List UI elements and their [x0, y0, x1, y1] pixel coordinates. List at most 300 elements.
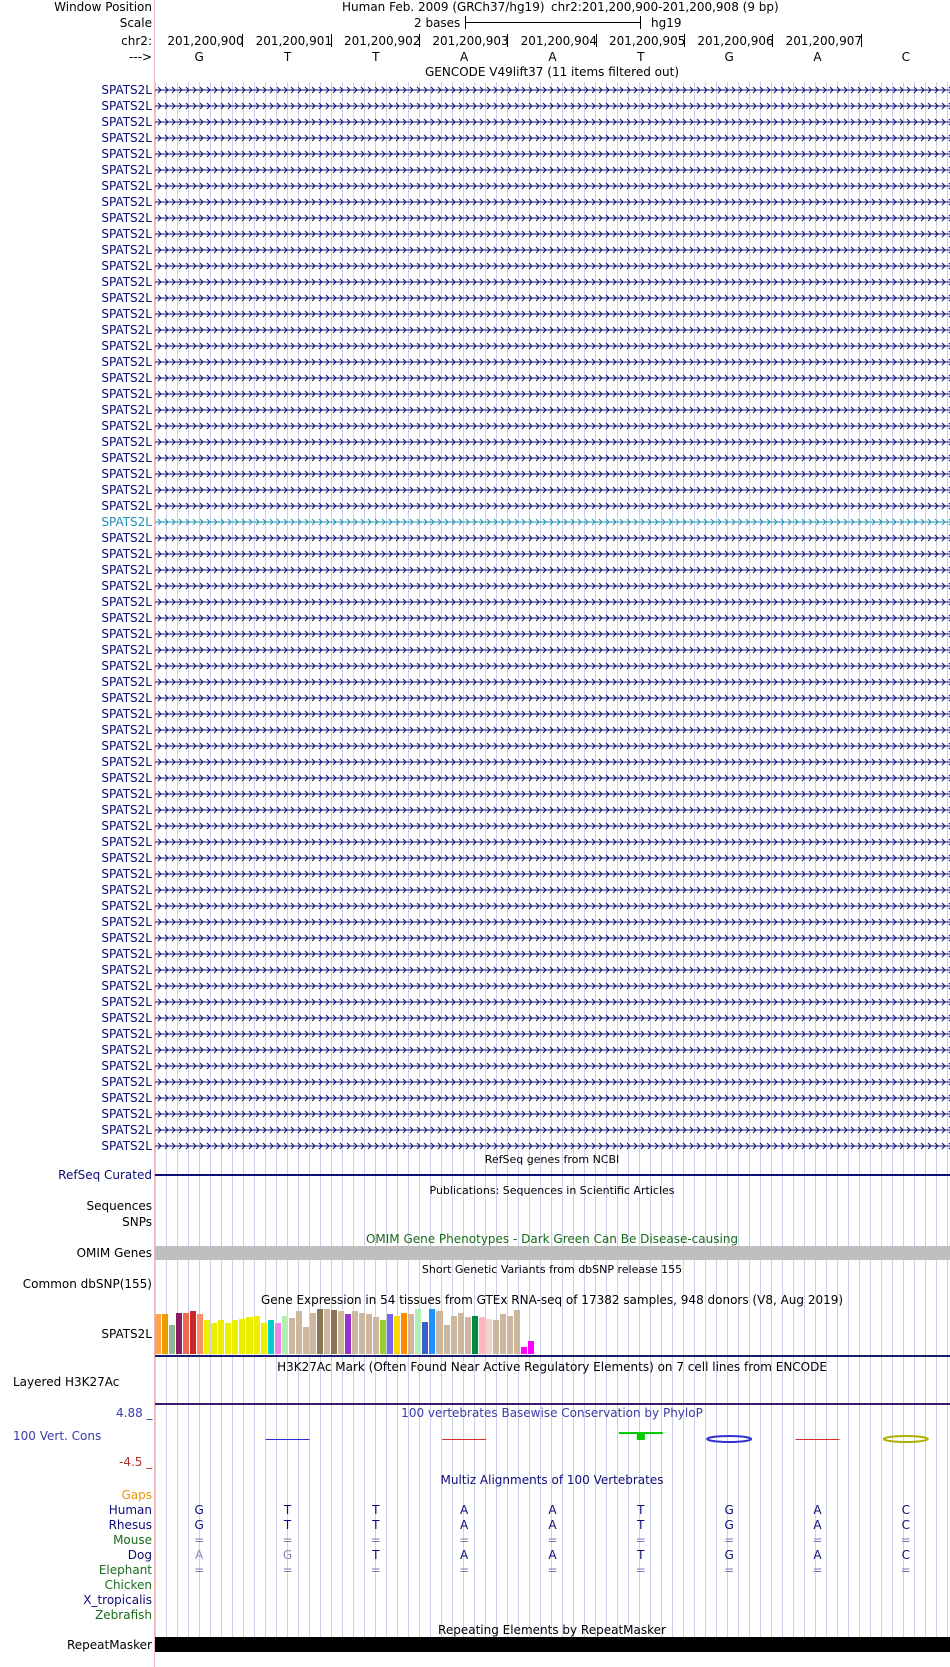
gencode-transcript-row[interactable]	[0, 1042, 950, 1058]
gtex-tissue-bar[interactable]	[162, 1314, 168, 1355]
transcript-gene-name[interactable]: SPATS2L	[101, 387, 152, 401]
gencode-transcript-row[interactable]	[0, 258, 950, 274]
gtex-tissue-bar[interactable]	[232, 1320, 238, 1354]
multiz-base: G	[194, 1503, 204, 1517]
gtex-tissue-bar[interactable]	[345, 1314, 351, 1354]
transcript-gene-name[interactable]: SPATS2L	[101, 1043, 152, 1057]
gtex-tissue-bar[interactable]	[380, 1320, 386, 1354]
gencode-transcript-row[interactable]	[0, 114, 950, 130]
gencode-transcript-row[interactable]	[0, 210, 950, 226]
transcript-strand-arrows[interactable]	[155, 1090, 950, 1106]
gtex-tissue-bar[interactable]	[528, 1341, 534, 1355]
transcript-gene-name[interactable]: SPATS2L	[101, 499, 152, 513]
multiz-base: G	[724, 1518, 734, 1532]
gencode-transcript-row[interactable]	[0, 1074, 950, 1090]
transcript-gene-name[interactable]: SPATS2L	[101, 179, 152, 193]
gencode-transcript-row[interactable]	[0, 1106, 950, 1122]
gtex-tissue-bar[interactable]	[479, 1317, 485, 1354]
gencode-transcript-row[interactable]	[0, 242, 950, 258]
transcript-gene-name[interactable]: SPATS2L	[101, 467, 152, 481]
transcript-gene-name[interactable]: SPATS2L	[101, 915, 152, 929]
gencode-transcript-row[interactable]	[0, 866, 950, 882]
transcript-gene-name[interactable]: SPATS2L	[101, 435, 152, 449]
transcript-strand-arrows[interactable]	[155, 978, 950, 994]
gencode-transcript-row[interactable]	[0, 594, 950, 610]
transcript-strand-arrows[interactable]	[155, 194, 950, 210]
gtex-tissue-bar[interactable]	[394, 1316, 400, 1354]
transcript-gene-name[interactable]: SPATS2L	[101, 979, 152, 993]
gtex-tissue-bar[interactable]	[521, 1347, 527, 1354]
gencode-transcript-row[interactable]	[0, 178, 950, 194]
transcript-strand-arrows[interactable]	[155, 930, 950, 946]
transcript-strand-arrows[interactable]	[155, 354, 950, 370]
gtex-tissue-bar[interactable]	[197, 1314, 203, 1355]
transcript-strand-arrows[interactable]	[155, 706, 950, 722]
gencode-transcript-row[interactable]	[0, 466, 950, 482]
repeatmasker-track-label[interactable]: RepeatMasker	[66, 1638, 152, 1652]
transcript-gene-name[interactable]: SPATS2L	[101, 371, 152, 385]
transcript-strand-arrows[interactable]	[155, 546, 950, 562]
transcript-strand-arrows[interactable]	[155, 834, 950, 850]
transcript-strand-arrows[interactable]	[155, 754, 950, 770]
gencode-transcript-row[interactable]	[0, 674, 950, 690]
transcript-gene-name[interactable]: SPATS2L	[101, 531, 152, 545]
gencode-transcript-row[interactable]	[0, 946, 950, 962]
gencode-transcript-row[interactable]	[0, 514, 950, 530]
transcript-gene-name[interactable]: SPATS2L	[101, 115, 152, 129]
transcript-gene-name[interactable]: SPATS2L	[101, 83, 152, 97]
gencode-transcript-row[interactable]	[0, 834, 950, 850]
gencode-transcript-row[interactable]	[0, 898, 950, 914]
gencode-transcript-row[interactable]	[0, 626, 950, 642]
transcript-strand-arrows[interactable]	[155, 162, 950, 178]
transcript-strand-arrows[interactable]	[155, 370, 950, 386]
gtex-tissue-bar[interactable]	[225, 1323, 231, 1355]
transcript-gene-name[interactable]: SPATS2L	[101, 227, 152, 241]
transcript-strand-arrows[interactable]	[155, 674, 950, 690]
gtex-tissue-bar[interactable]	[486, 1319, 492, 1354]
transcript-strand-arrows[interactable]	[155, 690, 950, 706]
transcript-gene-name[interactable]: SPATS2L	[101, 419, 152, 433]
transcript-gene-name[interactable]: SPATS2L	[101, 147, 152, 161]
gtex-tissue-bar[interactable]	[246, 1317, 252, 1354]
transcript-gene-name[interactable]: SPATS2L	[101, 99, 152, 113]
multiz-species-label[interactable]: X_tropicalis	[83, 1593, 152, 1607]
gencode-transcript-row[interactable]	[0, 962, 950, 978]
transcript-strand-arrows[interactable]	[155, 242, 950, 258]
transcript-gene-name[interactable]: SPATS2L	[101, 163, 152, 177]
gencode-transcript-row[interactable]	[0, 1122, 950, 1138]
gtex-tissue-bar[interactable]	[451, 1316, 457, 1354]
transcript-gene-name[interactable]: SPATS2L	[101, 803, 152, 817]
transcript-gene-name[interactable]: SPATS2L	[101, 851, 152, 865]
transcript-gene-name[interactable]: SPATS2L	[101, 1107, 152, 1121]
multiz-base: A	[813, 1548, 822, 1562]
gtex-tissue-bar[interactable]	[493, 1320, 499, 1354]
transcript-strand-arrows[interactable]	[155, 898, 950, 914]
transcript-strand-arrows[interactable]	[155, 882, 950, 898]
transcript-gene-name[interactable]: SPATS2L	[101, 131, 152, 145]
transcript-gene-name[interactable]: SPATS2L	[101, 323, 152, 337]
gtex-tissue-bar[interactable]	[352, 1311, 358, 1354]
gencode-transcript-row[interactable]	[0, 434, 950, 450]
transcript-strand-arrows[interactable]	[155, 402, 950, 418]
transcript-gene-name[interactable]: SPATS2L	[101, 995, 152, 1009]
transcript-gene-name[interactable]: SPATS2L	[101, 611, 152, 625]
gtex-tissue-bar[interactable]	[204, 1320, 210, 1354]
gtex-tissue-bar[interactable]	[218, 1320, 224, 1354]
gencode-transcript-row[interactable]	[0, 130, 950, 146]
transcript-strand-arrows[interactable]	[155, 1026, 950, 1042]
transcript-strand-arrows[interactable]	[155, 1058, 950, 1074]
gencode-transcript-row[interactable]	[0, 226, 950, 242]
gtex-tissue-bar[interactable]	[444, 1325, 450, 1354]
transcript-gene-name[interactable]: SPATS2L	[101, 547, 152, 561]
multiz-species-label[interactable]: Elephant	[98, 1563, 152, 1577]
dbsnp-track-label[interactable]: Common dbSNP(155)	[22, 1277, 152, 1291]
gencode-transcript-row[interactable]	[0, 802, 950, 818]
gencode-transcript-row[interactable]	[0, 850, 950, 866]
transcript-gene-name[interactable]: SPATS2L	[101, 867, 152, 881]
gencode-transcript-row[interactable]	[0, 290, 950, 306]
transcript-strand-arrows[interactable]	[155, 482, 950, 498]
gtex-tissue-bar[interactable]	[514, 1310, 520, 1354]
transcript-strand-arrows[interactable]	[155, 850, 950, 866]
multiz-species-label[interactable]: Mouse	[113, 1533, 152, 1547]
gtex-tissue-bar[interactable]	[338, 1311, 344, 1354]
gencode-transcript-row[interactable]	[0, 322, 950, 338]
transcript-gene-name[interactable]: SPATS2L	[101, 195, 152, 209]
gtex-tissue-bar[interactable]	[296, 1311, 302, 1354]
transcript-gene-name[interactable]: SPATS2L	[101, 211, 152, 225]
transcript-gene-name[interactable]: SPATS2L	[101, 899, 152, 913]
gtex-tissue-bar[interactable]	[169, 1325, 175, 1354]
gtex-tissue-bar[interactable]	[458, 1313, 464, 1354]
transcript-gene-name[interactable]: SPATS2L	[101, 963, 152, 977]
gtex-tissue-bar[interactable]	[387, 1314, 393, 1354]
assembly-title[interactable]: Human Feb. 2009 (GRCh37/hg19)	[342, 0, 545, 14]
transcript-strand-arrows[interactable]	[155, 514, 950, 530]
gencode-transcript-row[interactable]	[0, 610, 950, 626]
gencode-transcript-row[interactable]	[0, 1010, 950, 1026]
multiz-species-label[interactable]: Dog	[127, 1548, 152, 1562]
gencode-transcript-row[interactable]	[0, 882, 950, 898]
transcript-strand-arrows[interactable]	[155, 770, 950, 786]
transcript-gene-name[interactable]: SPATS2L	[101, 739, 152, 753]
transcript-gene-name[interactable]: SPATS2L	[101, 355, 152, 369]
transcript-strand-arrows[interactable]	[155, 946, 950, 962]
transcript-gene-name[interactable]: SPATS2L	[101, 883, 152, 897]
gencode-transcript-row[interactable]	[0, 194, 950, 210]
transcript-strand-arrows[interactable]	[155, 98, 950, 114]
transcript-strand-arrows[interactable]	[155, 258, 950, 274]
multiz-base: =	[459, 1563, 470, 1577]
transcript-strand-arrows[interactable]	[155, 1010, 950, 1026]
transcript-strand-arrows[interactable]	[155, 338, 950, 354]
gtex-tissue-bar[interactable]	[310, 1313, 316, 1354]
transcript-strand-arrows[interactable]	[155, 1106, 950, 1122]
gencode-transcript-row[interactable]	[0, 402, 950, 418]
multiz-species-label[interactable]: Human	[108, 1503, 152, 1517]
gencode-transcript-row[interactable]	[0, 274, 950, 290]
gencode-transcript-row[interactable]	[0, 354, 950, 370]
gencode-transcript-row[interactable]	[0, 562, 950, 578]
transcript-strand-arrows[interactable]	[155, 786, 950, 802]
transcript-strand-arrows[interactable]	[155, 306, 950, 322]
multiz-species-label[interactable]: Rhesus	[108, 1518, 152, 1532]
gtex-tissue-bar[interactable]	[303, 1327, 309, 1354]
gencode-transcript-row[interactable]	[0, 162, 950, 178]
transcript-strand-arrows[interactable]	[155, 1074, 950, 1090]
transcript-strand-arrows[interactable]	[155, 274, 950, 290]
gtex-tissue-bar[interactable]	[472, 1316, 478, 1354]
transcript-strand-arrows[interactable]	[155, 914, 950, 930]
transcript-gene-name[interactable]: SPATS2L	[101, 275, 152, 289]
transcript-strand-arrows[interactable]	[155, 146, 950, 162]
transcript-gene-name[interactable]: SPATS2L	[101, 451, 152, 465]
gtex-tissue-bar[interactable]	[373, 1317, 379, 1354]
transcript-gene-name[interactable]: SPATS2L	[101, 1027, 152, 1041]
transcript-strand-arrows[interactable]	[155, 530, 950, 546]
gtex-tissue-bar[interactable]	[359, 1313, 365, 1354]
gencode-transcript-row[interactable]	[0, 770, 950, 786]
gencode-transcript-row[interactable]	[0, 738, 950, 754]
transcript-strand-arrows[interactable]	[155, 82, 950, 98]
transcript-gene-name[interactable]: SPATS2L	[101, 243, 152, 257]
gencode-transcript-row[interactable]	[0, 530, 950, 546]
transcript-strand-arrows[interactable]	[155, 1042, 950, 1058]
multiz-base: T	[372, 1548, 380, 1562]
multiz-base: =	[547, 1563, 558, 1577]
gencode-transcript-row[interactable]	[0, 930, 950, 946]
transcript-strand-arrows[interactable]	[155, 114, 950, 130]
transcript-gene-name[interactable]: SPATS2L	[101, 483, 152, 497]
transcript-gene-name[interactable]: SPATS2L	[101, 787, 152, 801]
transcript-gene-name[interactable]: SPATS2L	[101, 771, 152, 785]
gtex-tissue-bar[interactable]	[261, 1323, 267, 1355]
transcript-gene-name[interactable]: SPATS2L	[101, 1059, 152, 1073]
gencode-transcript-row[interactable]	[0, 658, 950, 674]
transcript-strand-arrows[interactable]	[155, 658, 950, 674]
gencode-transcript-row[interactable]	[0, 914, 950, 930]
transcript-gene-name[interactable]: SPATS2L	[101, 291, 152, 305]
gtex-tissue-bar[interactable]	[500, 1314, 506, 1355]
transcript-gene-name[interactable]: SPATS2L	[101, 1011, 152, 1025]
gencode-transcript-row[interactable]	[0, 690, 950, 706]
gtex-bar-chart[interactable]	[155, 1309, 535, 1354]
transcript-gene-name[interactable]: SPATS2L	[101, 307, 152, 321]
gencode-transcript-row[interactable]	[0, 482, 950, 498]
ruler-tick-label: 201,200,904	[520, 34, 597, 48]
transcript-strand-arrows[interactable]	[155, 722, 950, 738]
transcript-gene-name[interactable]: SPATS2L	[101, 675, 152, 689]
h3k27ac-track-label[interactable]: Layered H3K27Ac	[13, 1375, 120, 1389]
gencode-transcript-row[interactable]	[0, 1090, 950, 1106]
transcript-strand-arrows[interactable]	[155, 642, 950, 658]
gencode-transcript-row[interactable]	[0, 706, 950, 722]
multiz-base: G	[724, 1503, 734, 1517]
transcript-strand-arrows[interactable]	[155, 178, 950, 194]
omim-track-bar[interactable]	[155, 1246, 950, 1260]
gencode-transcript-row[interactable]	[0, 82, 950, 98]
gtex-tissue-bar[interactable]	[331, 1310, 337, 1354]
multiz-base: A	[460, 1548, 469, 1562]
gtex-tissue-bar[interactable]	[275, 1323, 281, 1355]
gtex-tissue-bar[interactable]	[190, 1311, 196, 1354]
transcript-strand-arrows[interactable]	[155, 386, 950, 402]
transcript-strand-arrows[interactable]	[155, 466, 950, 482]
gencode-track-title[interactable]: GENCODE V49lift37 (11 items filtered out)	[424, 65, 680, 79]
gtex-tissue-bar[interactable]	[507, 1316, 513, 1354]
repeatmasker-track-bar[interactable]	[155, 1637, 950, 1652]
transcript-strand-arrows[interactable]	[155, 418, 950, 434]
gtex-tissue-bar[interactable]	[282, 1316, 288, 1354]
gencode-transcript-row[interactable]	[0, 1026, 950, 1042]
transcript-gene-name[interactable]: SPATS2L	[101, 691, 152, 705]
transcript-gene-name[interactable]: SPATS2L	[101, 563, 152, 577]
transcript-gene-name[interactable]: SPATS2L	[101, 1075, 152, 1089]
transcript-strand-arrows[interactable]	[155, 818, 950, 834]
gencode-transcript-row[interactable]	[0, 386, 950, 402]
transcript-strand-arrows[interactable]	[155, 562, 950, 578]
multiz-gaps-label[interactable]: Gaps	[121, 1488, 152, 1502]
multiz-base: A	[548, 1503, 557, 1517]
gencode-transcript-row[interactable]	[0, 98, 950, 114]
gencode-transcript-row[interactable]	[0, 498, 950, 514]
transcript-gene-name[interactable]: SPATS2L	[101, 835, 152, 849]
gtex-tissue-bar[interactable]	[176, 1313, 182, 1354]
gtex-tissue-bar[interactable]	[408, 1314, 414, 1354]
gtex-tissue-bar[interactable]	[422, 1322, 428, 1354]
position-readout[interactable]: chr2:201,200,900-201,200,908 (9 bp)	[551, 0, 779, 14]
transcript-strand-arrows[interactable]	[155, 322, 950, 338]
gtex-tissue-bar[interactable]	[401, 1313, 407, 1354]
gencode-transcript-row[interactable]	[0, 786, 950, 802]
phylop-plot[interactable]	[155, 1428, 950, 1448]
transcript-gene-name[interactable]: SPATS2L	[101, 259, 152, 273]
gencode-transcript-row[interactable]	[0, 370, 950, 386]
transcript-gene-name[interactable]: SPATS2L	[101, 627, 152, 641]
transcript-gene-name[interactable]: SPATS2L	[101, 1091, 152, 1105]
gtex-tissue-bar[interactable]	[211, 1323, 217, 1355]
transcript-strand-arrows[interactable]	[155, 802, 950, 818]
transcript-gene-name[interactable]: SPATS2L	[101, 643, 152, 657]
transcript-strand-arrows[interactable]	[155, 226, 950, 242]
transcript-gene-name[interactable]: SPATS2L	[101, 755, 152, 769]
transcript-strand-arrows[interactable]	[155, 210, 950, 226]
transcript-strand-arrows[interactable]	[155, 610, 950, 626]
gtex-tissue-bar[interactable]	[155, 1314, 161, 1355]
transcript-gene-name[interactable]: SPATS2L	[101, 595, 152, 609]
transcript-gene-name[interactable]: SPATS2L	[101, 723, 152, 737]
gtex-tissue-bar[interactable]	[254, 1316, 260, 1354]
gtex-tissue-bar[interactable]	[289, 1318, 295, 1354]
phylop-track-label[interactable]: 100 Vert. Cons	[13, 1429, 102, 1443]
gtex-tissue-bar[interactable]	[183, 1313, 189, 1354]
gtex-track-label[interactable]: SPATS2L	[101, 1327, 152, 1341]
phylop-min-label: -4.5 _	[119, 1455, 153, 1469]
gtex-tissue-bar[interactable]	[324, 1309, 330, 1354]
gencode-transcript-row[interactable]	[0, 978, 950, 994]
transcript-strand-arrows[interactable]	[155, 290, 950, 306]
gtex-tissue-bar[interactable]	[436, 1311, 442, 1354]
gencode-transcript-row[interactable]	[0, 1138, 950, 1154]
transcript-strand-arrows[interactable]	[155, 866, 950, 882]
transcript-strand-arrows[interactable]	[155, 962, 950, 978]
gencode-transcript-row[interactable]	[0, 994, 950, 1010]
multiz-base: A	[460, 1503, 469, 1517]
base-letter: A	[548, 50, 557, 64]
transcript-strand-arrows[interactable]	[155, 434, 950, 450]
gencode-transcript-row[interactable]	[0, 546, 950, 562]
gencode-transcript-row[interactable]	[0, 418, 950, 434]
transcript-strand-arrows[interactable]	[155, 498, 950, 514]
multiz-base: =	[370, 1563, 381, 1577]
refseq-track-label[interactable]: RefSeq Curated	[58, 1168, 152, 1182]
transcript-gene-name[interactable]: SPATS2L	[101, 931, 152, 945]
gencode-transcript-row[interactable]	[0, 146, 950, 162]
transcript-strand-arrows[interactable]	[155, 578, 950, 594]
transcript-strand-arrows[interactable]	[155, 1138, 950, 1154]
transcript-gene-name[interactable]: SPATS2L	[101, 339, 152, 353]
transcript-strand-arrows[interactable]	[155, 994, 950, 1010]
gencode-transcript-row[interactable]	[0, 818, 950, 834]
transcript-gene-name[interactable]: SPATS2L	[101, 1123, 152, 1137]
gencode-transcript-row[interactable]	[0, 338, 950, 354]
transcript-strand-arrows[interactable]	[155, 1122, 950, 1138]
multiz-species-label[interactable]: Chicken	[104, 1578, 152, 1592]
transcript-strand-arrows[interactable]	[155, 738, 950, 754]
gencode-transcript-row[interactable]	[0, 754, 950, 770]
gencode-transcript-row[interactable]	[0, 450, 950, 466]
transcript-gene-name[interactable]: SPATS2L	[101, 515, 152, 529]
transcript-gene-name[interactable]: SPATS2L	[101, 947, 152, 961]
refseq-track-line[interactable]	[155, 1174, 950, 1176]
gtex-track-separator	[155, 1355, 950, 1357]
transcript-gene-name[interactable]: SPATS2L	[101, 579, 152, 593]
repeatmasker-track-title: Repeating Elements by RepeatMasker	[438, 1623, 666, 1637]
omim-track-label[interactable]: OMIM Genes	[76, 1246, 152, 1260]
transcript-gene-name[interactable]: SPATS2L	[101, 659, 152, 673]
transcript-gene-name[interactable]: SPATS2L	[101, 707, 152, 721]
publications-snps-label[interactable]: SNPs	[122, 1215, 152, 1229]
gtex-tissue-bar[interactable]	[317, 1309, 323, 1354]
multiz-base: A	[548, 1548, 557, 1562]
gencode-transcript-row[interactable]	[0, 306, 950, 322]
gencode-transcript-row[interactable]	[0, 642, 950, 658]
transcript-gene-name[interactable]: SPATS2L	[101, 1139, 152, 1153]
gencode-transcript-row[interactable]	[0, 722, 950, 738]
transcript-strand-arrows[interactable]	[155, 626, 950, 642]
transcript-gene-name[interactable]: SPATS2L	[101, 403, 152, 417]
transcript-strand-arrows[interactable]	[155, 594, 950, 610]
phylop-score-mark	[707, 1436, 751, 1442]
gtex-tissue-bar[interactable]	[415, 1309, 421, 1354]
multiz-species-label[interactable]: Zebrafish	[95, 1608, 152, 1622]
gtex-tissue-bar[interactable]	[429, 1309, 435, 1354]
gtex-tissue-bar[interactable]	[465, 1317, 471, 1354]
gtex-tissue-bar[interactable]	[366, 1314, 372, 1355]
publications-sequences-label[interactable]: Sequences	[86, 1199, 152, 1213]
transcript-strand-arrows[interactable]	[155, 450, 950, 466]
gtex-tissue-bar[interactable]	[268, 1320, 274, 1354]
gencode-transcript-row[interactable]	[0, 578, 950, 594]
gtex-tissue-bar[interactable]	[239, 1319, 245, 1354]
multiz-base: =	[812, 1533, 823, 1547]
gencode-transcript-row[interactable]	[0, 1058, 950, 1074]
transcript-strand-arrows[interactable]	[155, 130, 950, 146]
transcript-gene-name[interactable]: SPATS2L	[101, 819, 152, 833]
